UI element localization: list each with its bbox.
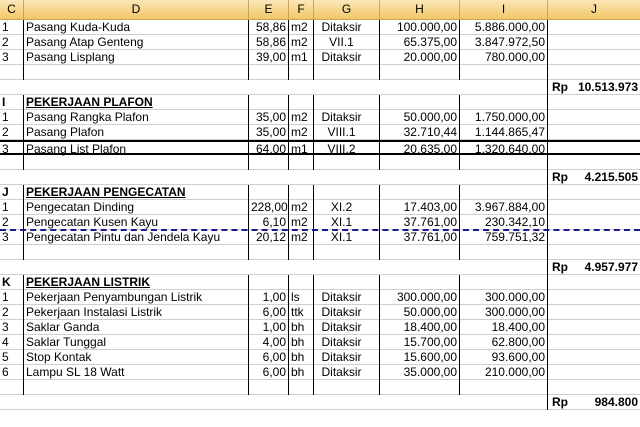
empty-cell[interactable]: [249, 395, 289, 410]
section-letter-cell[interactable]: J: [0, 185, 24, 200]
analysis-code-cell[interactable]: VII.1: [314, 35, 380, 50]
section-title-text: PEKERJAAN PENGECATAN: [26, 185, 186, 199]
line-total-cell[interactable]: 1.750.000,00: [460, 110, 548, 125]
empty-cell[interactable]: [548, 335, 640, 350]
unit-cell[interactable]: m1: [289, 50, 314, 65]
line-total-cell[interactable]: 3.847.972,50: [460, 35, 548, 50]
section-letter-cell[interactable]: K: [0, 275, 24, 290]
empty-cell[interactable]: [24, 80, 249, 95]
line-total-cell[interactable]: 62.800,00: [460, 335, 548, 350]
empty-cell[interactable]: [380, 275, 460, 290]
line-total-cell[interactable]: 759.751,32: [460, 230, 548, 245]
unit-price-cell[interactable]: 37.761,00: [380, 230, 460, 245]
line-total-cell[interactable]: 210.000,00: [460, 365, 548, 380]
analysis-code-cell[interactable]: VIII.1: [314, 125, 380, 140]
line-total-cell[interactable]: 230.342,10: [460, 215, 548, 230]
table-row: [0, 140, 640, 155]
unit-price-cell[interactable]: 100.000,00: [380, 20, 460, 35]
column-header-d[interactable]: D: [24, 0, 249, 19]
empty-cell[interactable]: [460, 260, 548, 275]
empty-cell[interactable]: [460, 380, 548, 395]
empty-cell[interactable]: [380, 155, 460, 170]
table-row: [0, 50, 640, 65]
empty-cell[interactable]: [24, 260, 249, 275]
unit-cell[interactable]: m2: [289, 200, 314, 215]
column-header-h[interactable]: H: [380, 0, 460, 19]
line-total-cell[interactable]: 18.400,00: [460, 320, 548, 335]
quantity-cell[interactable]: 228,00: [251, 200, 288, 214]
section-title-text: PEKERJAAN LISTRIK: [26, 275, 151, 289]
table-row: [0, 365, 640, 380]
analysis-code-cell[interactable]: Ditaksir: [314, 50, 380, 65]
unit-price-cell[interactable]: 37.761,00: [380, 215, 460, 230]
subtotal-row: [0, 260, 640, 275]
analysis-code-cell[interactable]: Ditaksir: [314, 350, 380, 365]
empty-cell[interactable]: [314, 170, 380, 185]
empty-cell[interactable]: [460, 275, 548, 290]
item-description-cell[interactable]: Pasang Rangka Plafon: [24, 110, 249, 125]
section-letter-cell[interactable]: I: [0, 95, 24, 110]
empty-cell[interactable]: [249, 245, 289, 260]
quantity-cell[interactable]: 58,86: [249, 35, 289, 50]
empty-cell[interactable]: [548, 215, 640, 230]
empty-cell[interactable]: [548, 50, 640, 65]
item-description-cell[interactable]: Pasang Plafon: [24, 125, 249, 140]
currency-label-cell[interactable]: Rp: [552, 260, 568, 274]
empty-cell[interactable]: [0, 155, 24, 170]
line-total-cell[interactable]: 300.000,00: [460, 305, 548, 320]
item-number-cell[interactable]: 1: [0, 110, 24, 125]
empty-cell[interactable]: [314, 65, 380, 80]
quantity-cell[interactable]: 35,00: [249, 125, 289, 140]
empty-cell[interactable]: [548, 155, 640, 170]
item-description-cell[interactable]: Lampu SL 18 Watt: [24, 365, 249, 380]
item-description-cell[interactable]: Saklar Tunggal: [24, 335, 249, 350]
empty-cell[interactable]: [289, 80, 314, 95]
unit-cell[interactable]: bh: [289, 320, 314, 335]
item-description-cell[interactable]: Pengecatan Pintu dan Jendela Kayu: [24, 230, 249, 245]
empty-cell[interactable]: [289, 260, 314, 275]
empty-cell[interactable]: [548, 365, 640, 380]
empty-cell[interactable]: [380, 245, 460, 260]
empty-cell[interactable]: [380, 65, 460, 80]
empty-cell[interactable]: [548, 110, 640, 125]
empty-cell[interactable]: [249, 95, 289, 110]
subtotal-amount-cell[interactable]: 4.215.505: [584, 170, 638, 184]
empty-cell[interactable]: [249, 170, 289, 185]
unit-price-cell[interactable]: 17.403,00: [380, 200, 460, 215]
empty-cell[interactable]: [24, 245, 249, 260]
empty-cell[interactable]: [24, 380, 249, 395]
empty-cell[interactable]: [460, 95, 548, 110]
empty-cell[interactable]: [24, 395, 249, 410]
empty-cell[interactable]: [548, 380, 640, 395]
item-number-cell[interactable]: 6: [0, 365, 24, 380]
table-row: [0, 200, 640, 215]
empty-cell[interactable]: [460, 395, 548, 410]
table-row: [0, 110, 640, 125]
line-total-cell[interactable]: 93.600,00: [460, 350, 548, 365]
column-header-i[interactable]: I: [460, 0, 548, 19]
quantity-cell[interactable]: 1,00: [249, 290, 289, 305]
section-title-text: PEKERJAAN PLAFON: [26, 95, 153, 109]
analysis-code-cell[interactable]: Ditaksir: [314, 320, 380, 335]
empty-cell[interactable]: [249, 155, 289, 170]
item-description-cell[interactable]: Pengecatan Dinding: [24, 200, 249, 215]
empty-cell[interactable]: [460, 245, 548, 260]
blank-row: [0, 380, 640, 395]
empty-cell[interactable]: [314, 260, 380, 275]
item-number-cell[interactable]: 1: [0, 200, 24, 215]
unit-cell[interactable]: ls: [289, 290, 314, 305]
empty-cell[interactable]: [460, 65, 548, 80]
empty-cell[interactable]: [289, 380, 314, 395]
item-description-cell[interactable]: Pasang Lisplang: [24, 50, 249, 65]
empty-cell[interactable]: [380, 80, 460, 95]
column-header-e[interactable]: E: [249, 0, 289, 19]
unit-cell[interactable]: bh: [289, 335, 314, 350]
item-number-cell[interactable]: 3: [0, 320, 24, 335]
item-number-cell[interactable]: 5: [0, 350, 24, 365]
table-row: [0, 350, 640, 365]
empty-cell[interactable]: [0, 260, 24, 275]
column-header-j[interactable]: J: [591, 2, 597, 16]
empty-cell[interactable]: [249, 275, 289, 290]
empty-cell[interactable]: [249, 80, 289, 95]
quantity-cell[interactable]: 6,10: [249, 215, 289, 230]
item-description-cell[interactable]: Pasang List Plafon: [24, 142, 249, 157]
unit-cell[interactable]: m2: [289, 125, 314, 140]
empty-cell[interactable]: [548, 350, 640, 365]
empty-cell[interactable]: [548, 185, 640, 200]
empty-cell[interactable]: [0, 170, 24, 185]
empty-cell[interactable]: [548, 65, 640, 80]
unit-cell[interactable]: ttk: [289, 305, 314, 320]
unit-cell[interactable]: bh: [289, 350, 314, 365]
analysis-code-cell[interactable]: Ditaksir: [314, 290, 380, 305]
empty-cell[interactable]: [380, 185, 460, 200]
table-row: [0, 305, 640, 320]
empty-cell[interactable]: [314, 95, 380, 110]
unit-cell[interactable]: m2: [289, 230, 314, 245]
line-total-cell[interactable]: 780.000,00: [460, 50, 548, 65]
spreadsheet-grid: [0, 20, 640, 410]
item-number-cell[interactable]: 1: [0, 290, 24, 305]
page-break-line: [0, 229, 640, 231]
subtotal-row: [0, 170, 640, 185]
section-header-row: [0, 185, 640, 200]
empty-cell[interactable]: [289, 155, 314, 170]
empty-cell[interactable]: [548, 200, 640, 215]
analysis-code-cell[interactable]: Ditaksir: [314, 20, 380, 35]
empty-cell[interactable]: [548, 125, 640, 140]
empty-cell[interactable]: [460, 80, 548, 95]
unit-cell[interactable]: m2: [289, 215, 314, 230]
empty-cell[interactable]: [460, 185, 548, 200]
unit-price-cell[interactable]: 18.400,00: [380, 320, 460, 335]
empty-cell[interactable]: [460, 170, 548, 185]
item-number-cell[interactable]: 1: [0, 20, 24, 35]
subtotal-row: [0, 395, 640, 410]
empty-cell[interactable]: [314, 185, 380, 200]
empty-cell[interactable]: [289, 65, 314, 80]
empty-cell[interactable]: [24, 170, 249, 185]
unit-cell[interactable]: m2: [289, 110, 314, 125]
empty-cell[interactable]: [548, 35, 640, 50]
item-number-cell[interactable]: 3: [0, 142, 24, 157]
column-header-f[interactable]: F: [289, 0, 314, 19]
line-total-cell[interactable]: 3.967.884,00: [460, 200, 548, 215]
item-number-cell[interactable]: 2: [0, 125, 24, 140]
line-total-cell[interactable]: 1.144.865,47: [460, 125, 548, 140]
subtotal-amount-cell[interactable]: 984.800: [594, 395, 638, 409]
analysis-code-cell[interactable]: Ditaksir: [314, 365, 380, 380]
analysis-code-cell[interactable]: VIII.2: [314, 142, 380, 157]
table-row: [0, 125, 640, 140]
empty-cell[interactable]: [314, 155, 380, 170]
blank-row: [0, 65, 640, 80]
quantity-cell[interactable]: 35,00: [249, 110, 289, 125]
unit-cell[interactable]: bh: [289, 365, 314, 380]
unit-price-cell[interactable]: 32.710,44: [380, 125, 460, 140]
item-number-cell[interactable]: 2: [0, 35, 24, 50]
empty-cell[interactable]: [314, 245, 380, 260]
table-row: [0, 35, 640, 50]
column-header-c[interactable]: C: [0, 0, 24, 19]
empty-cell[interactable]: [380, 260, 460, 275]
empty-cell[interactable]: [24, 155, 249, 170]
analysis-code-cell[interactable]: XI.1: [314, 215, 380, 230]
empty-cell[interactable]: [289, 245, 314, 260]
analysis-code-cell[interactable]: Ditaksir: [314, 335, 380, 350]
unit-cell[interactable]: m2: [289, 20, 314, 35]
section-header-row: [0, 95, 640, 110]
quantity-cell[interactable]: 39,00: [249, 50, 289, 65]
table-row: [0, 290, 640, 305]
quantity-cell[interactable]: 20,12: [249, 230, 289, 245]
unit-price-cell[interactable]: 15.700,00: [380, 335, 460, 350]
line-total-cell[interactable]: 1.320.640,00: [460, 142, 548, 157]
item-number-cell[interactable]: 2: [0, 215, 24, 230]
item-description-cell[interactable]: Pasang Atap Genteng: [24, 35, 249, 50]
empty-cell[interactable]: [249, 65, 289, 80]
empty-cell[interactable]: [548, 290, 640, 305]
empty-cell[interactable]: [0, 380, 24, 395]
quantity-cell[interactable]: 6,00: [249, 305, 289, 320]
analysis-code-cell[interactable]: Ditaksir: [314, 110, 380, 125]
item-description-cell[interactable]: Saklar Ganda: [24, 320, 249, 335]
item-number-cell[interactable]: 4: [0, 335, 24, 350]
table-row: [0, 320, 640, 335]
unit-price-cell[interactable]: 20.000,00: [380, 50, 460, 65]
unit-price-cell[interactable]: 35.000,00: [380, 365, 460, 380]
empty-cell[interactable]: [0, 65, 24, 80]
empty-cell[interactable]: [314, 380, 380, 395]
empty-cell[interactable]: [380, 380, 460, 395]
empty-cell[interactable]: [548, 305, 640, 320]
empty-cell[interactable]: [314, 275, 380, 290]
empty-cell[interactable]: [548, 320, 640, 335]
table-row: [0, 20, 640, 35]
currency-label-cell[interactable]: Rp: [552, 395, 568, 409]
empty-cell[interactable]: [289, 170, 314, 185]
empty-cell[interactable]: [314, 395, 380, 410]
empty-cell[interactable]: [460, 155, 548, 170]
empty-cell[interactable]: [0, 80, 24, 95]
analysis-code-cell[interactable]: XI.2: [314, 200, 380, 215]
unit-price-cell[interactable]: 50.000,00: [380, 110, 460, 125]
section-title-cell[interactable]: [24, 95, 249, 110]
item-description-cell[interactable]: Stop Kontak: [24, 350, 249, 365]
table-row: [0, 215, 640, 230]
section-title-cell[interactable]: [24, 185, 249, 200]
empty-cell[interactable]: [548, 275, 640, 290]
empty-cell[interactable]: [249, 380, 289, 395]
blank-row: [0, 155, 640, 170]
column-header-g[interactable]: G: [314, 0, 380, 19]
empty-cell[interactable]: [249, 185, 289, 200]
unit-price-cell[interactable]: 15.600,00: [380, 350, 460, 365]
unit-cell[interactable]: m1: [289, 142, 314, 157]
item-description-cell[interactable]: Pasang Kuda-Kuda: [24, 20, 249, 35]
empty-cell[interactable]: [380, 170, 460, 185]
currency-label-cell[interactable]: Rp: [552, 170, 568, 184]
table-row: [0, 335, 640, 350]
column-header-bar: [0, 0, 640, 20]
section-header-row: [0, 275, 640, 290]
empty-cell[interactable]: [289, 185, 314, 200]
empty-cell[interactable]: [289, 95, 314, 110]
blank-row: [0, 245, 640, 260]
item-number-cell[interactable]: 3: [0, 230, 24, 245]
item-number-cell[interactable]: 3: [0, 50, 24, 65]
line-total-cell[interactable]: 5.886.000,00: [460, 20, 548, 35]
item-number-cell[interactable]: 2: [0, 305, 24, 320]
empty-cell[interactable]: [289, 275, 314, 290]
quantity-cell[interactable]: 4,00: [249, 335, 289, 350]
quantity-cell[interactable]: 64,00: [249, 142, 289, 157]
analysis-code-cell[interactable]: XI.1: [314, 230, 380, 245]
line-total-cell[interactable]: 300.000,00: [460, 290, 548, 305]
empty-cell[interactable]: [24, 65, 249, 80]
item-description-cell[interactable]: Pengecatan Kusen Kayu: [24, 215, 249, 230]
unit-price-cell[interactable]: 300.000,00: [380, 290, 460, 305]
quantity-cell[interactable]: 1,00: [249, 320, 289, 335]
unit-price-cell[interactable]: 50.000,00: [380, 305, 460, 320]
subtotal-amount-cell[interactable]: 4.957.977: [584, 260, 638, 274]
empty-cell[interactable]: [548, 230, 640, 245]
section-title-cell[interactable]: [24, 275, 249, 290]
empty-cell[interactable]: [0, 245, 24, 260]
subtotal-row: [0, 80, 640, 95]
empty-cell[interactable]: [548, 95, 640, 110]
item-description-cell[interactable]: Pekerjaan Instalasi Listrik: [24, 305, 249, 320]
table-row: [0, 230, 640, 245]
empty-cell[interactable]: [380, 95, 460, 110]
quantity-cell[interactable]: 6,00: [249, 365, 289, 380]
unit-cell[interactable]: m2: [289, 35, 314, 50]
empty-cell[interactable]: [548, 20, 640, 35]
empty-cell[interactable]: [289, 395, 314, 410]
subtotal-amount-cell[interactable]: 10.513.973: [577, 80, 638, 94]
empty-cell[interactable]: [0, 395, 24, 410]
unit-price-cell[interactable]: 20.635,00: [380, 142, 460, 157]
empty-cell[interactable]: [380, 395, 460, 410]
empty-cell[interactable]: [249, 260, 289, 275]
quantity-cell[interactable]: 58,86: [249, 20, 289, 35]
unit-price-cell[interactable]: 65.375,00: [380, 35, 460, 50]
quantity-cell[interactable]: 6,00: [249, 350, 289, 365]
empty-cell[interactable]: [314, 80, 380, 95]
analysis-code-cell[interactable]: Ditaksir: [314, 305, 380, 320]
currency-label-cell[interactable]: Rp: [552, 80, 568, 94]
item-description-cell[interactable]: Pekerjaan Penyambungan Listrik: [24, 290, 249, 305]
empty-cell[interactable]: [548, 245, 640, 260]
